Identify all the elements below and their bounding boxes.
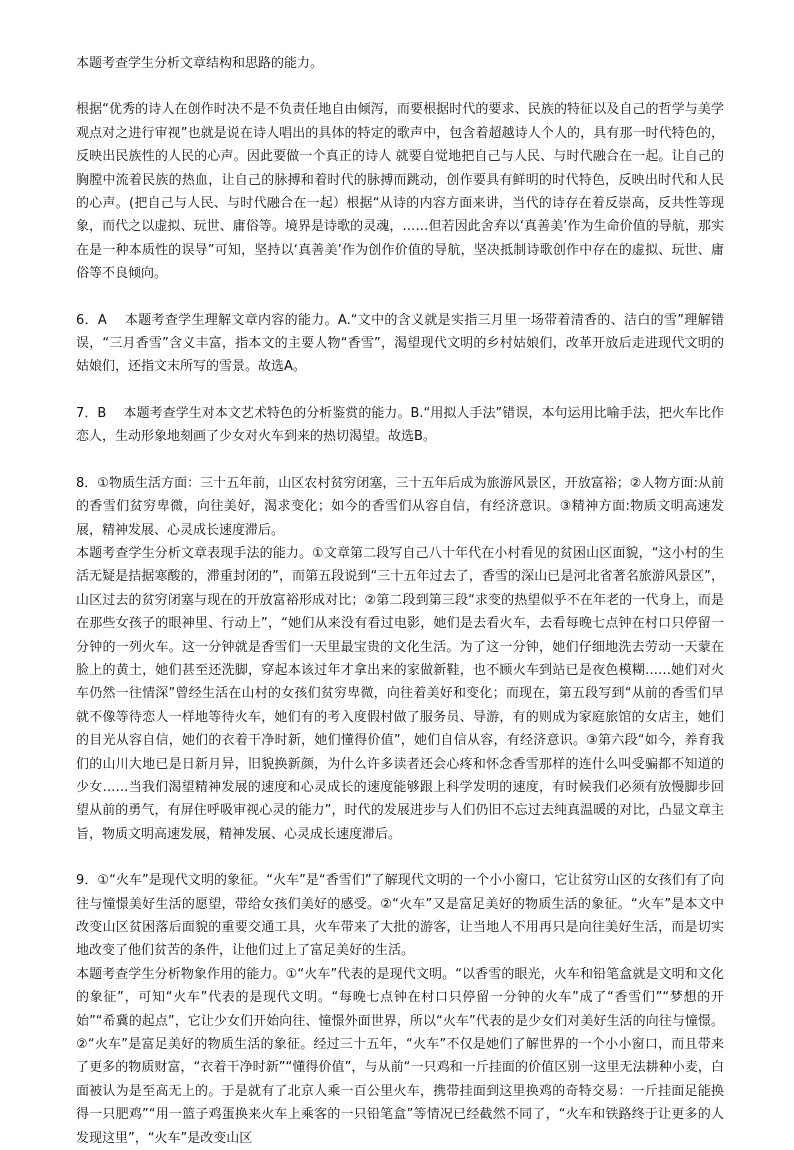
answer-7: 7．B 本题考查学生对本文艺术特色的分析鉴赏的能力。B.“用拟人手法”错误，本句运用比喻手法，把火车比作恋人，生动形象地刻画了少女对火车到来的热切渴望。故选B。: [76, 405, 724, 445]
document-page: [76, 52, 724, 1150]
answer-6: 6．A 本题考查学生理解文章内容的能力。A.“文中的含义就是实指三月里一场带着清香的、洁白的雪”理解错误，“三月香雪”含义丰富，指本文的主要人物“香雪”，渴望现代文明的乡村姑娘们，改革开放后走进现代文明的姑娘们，还指文末所写的雪景。故选A。: [76, 312, 724, 375]
answer-9: 9．①“火车”是现代文明的象征。“火车”是“香雪们”了解现代文明的一个小小窗口，它让贫穷山区的女孩们有了向往与憧憬美好生活的愿望，带给女孩们美好的感受。②“火车”又是富足美好的物质生活的象征。“火车”是本文中改变山区贫困落后面貌的重要交通工具，火车带来了大批的游客，让当地人不用再只是向往美好生活，而是切实地改变了他们贫苦的条件，让他们过上了富足美好的生活。: [76, 873, 724, 959]
answer-8: 8．①物质生活方面：三十五年前，山区农村贫穷闭塞，三十五年后成为旅游风景区，开放富裕；②人物方面:从前的香雪们贫穷卑微，向往美好，渴求变化；如今的香雪们从容自信，有经济意识。③精神方面:物质文明高速发展，精神发展、心灵成长速度滞后。: [76, 475, 724, 538]
spacer: [76, 379, 724, 402]
spacer: [76, 75, 724, 98]
paragraph-intro: 本题考查学生分析文章结构和思路的能力。: [76, 56, 324, 71]
answer-9-analysis: 本题考查学生分析物象作用的能力。①“火车”代表的是现代文明。“以香雪的眼光，火车和铅笔盒就是文明和文化的象征”，可知“火车”代表的是现代文明。“每晚七点钟在村口只停留一分钟的火车”成了“香雪们”“梦想的开始”“希冀的起点”，它让少女们开始向往、憧憬外面世界，所以“火车”代表的是少女们对美好生活的向往与憧憬。②“火车”是富足美好的物质生活的象征。经过三十五年，“火车”不仅是她们了解世界的一个小小窗口，而且带来了更多的物质财富，“衣着干净时新”“懂得价值”，与从前“一只鸡和一斤挂面的价值区别一这里无法耕种小麦，白面被认为是至高无上的。于是就有了北京人乘一百公里火车，携带挂面到这里换鸡的奇特交易：一斤挂面足能换得一只肥鸡”“用一篮子鸡蛋换来火车上乘客的一只铅笔盒”等情况已经截然不同了，“火车和铁路终于让更多的人发现这里”，“火车”是改变山区: [76, 966, 724, 1146]
spacer: [76, 286, 724, 309]
spacer: [76, 846, 724, 869]
paragraph-analysis: 根据“优秀的诗人在创作时决不是不负责任地自由倾泻，而要根据时代的要求、民族的特征以及自己的哲学与美学观点对之进行审视”也就是说在诗人唱出的具体的特定的歌声中，包含着超越诗人个人的，具有那一时代特色的，反映出民族性的人民的心声。因此要做一个真正的诗人 就要自觉地把自己与人民、与时代融合在一起。让自己的胸膛中流着民族的热血，让自己的脉搏和着时代的脉搏而跳动，创作要具有鲜明的时代特色，反映出时代和人民的心声。(把自己与人民、与时代融合在一起）根据“从诗的内容方面来讲，当代的诗存在着反崇高，反共性等现象，而代之以虚拟、玩世、庸俗等。境界是诗歌的灵魂，……但若因此舍弃以‘真善美’作为生命价值的导航，那实在是一种本质性的误导”可知，坚持以‘真善美’作为创作价值的导航，坚决抵制诗歌创作中存在的虚拟、玩世、庸俗等不良倾向。: [76, 102, 724, 282]
spacer: [76, 449, 724, 472]
answer-8-analysis: 本题考查学生分析文章表现手法的能力。①文章第二段写自己八十年代在小村看见的贫困山区面貌，“这小村的生活无疑是拮据寒酸的，滞重封闭的”，而第五段说到“三十五年过去了，香雪的深山已是河北省著名旅游风景区”，山区过去的贫穷闭塞与现在的开放富裕形成对比；②第二段到第三段“求变的热望似乎不在年老的一代身上，而是在那些女孩子的眼神里、行动上”，“她们从来没有看过电影，她们是去看火车，去看每晚七点钟在村口只停留一分钟的一列火车。这一分钟就是香雪们一天里最宝贵的文化生活。为了这一分钟，她们仔细地洗去劳动一天蒙在脸上的黄土，她们甚至还洗脚，穿起本该过年才拿出来的家做新鞋，也不顾火车到站已是夜色模糊……她们对火车仍然一往情深”曾经生活在山村的女孩们贫穷卑微，向往着美好和变化；而现在，第五段写到“从前的香雪们早就不像等待恋人一样地等待火车，她们有的考入度假村做了服务员、导游，有的则成为家庭旅馆的女店主，她们的目光从容自信，她们的衣着干净时新，她们懂得价值”，她们自信从容，有经济意识。③第六段“如今，养育我们的山川大地已是日新月异，旧貌换新颜，为什么许多读者还会心疼和怀念香雪那样的连什么叫受骗都不知道的少女……当我们渴望精神发展的速度和心灵成长的速度能够跟上科学发明的速度，有时候我们必须有放慢脚步回望从前的勇气，有屏住呼吸审视心灵的能力”，时代的发展进步与人们仍旧不忘过去纯真温暖的对比，凸显文章主旨，物质文明高速发展，精神发展、心灵成长速度滞后。: [76, 545, 724, 842]
